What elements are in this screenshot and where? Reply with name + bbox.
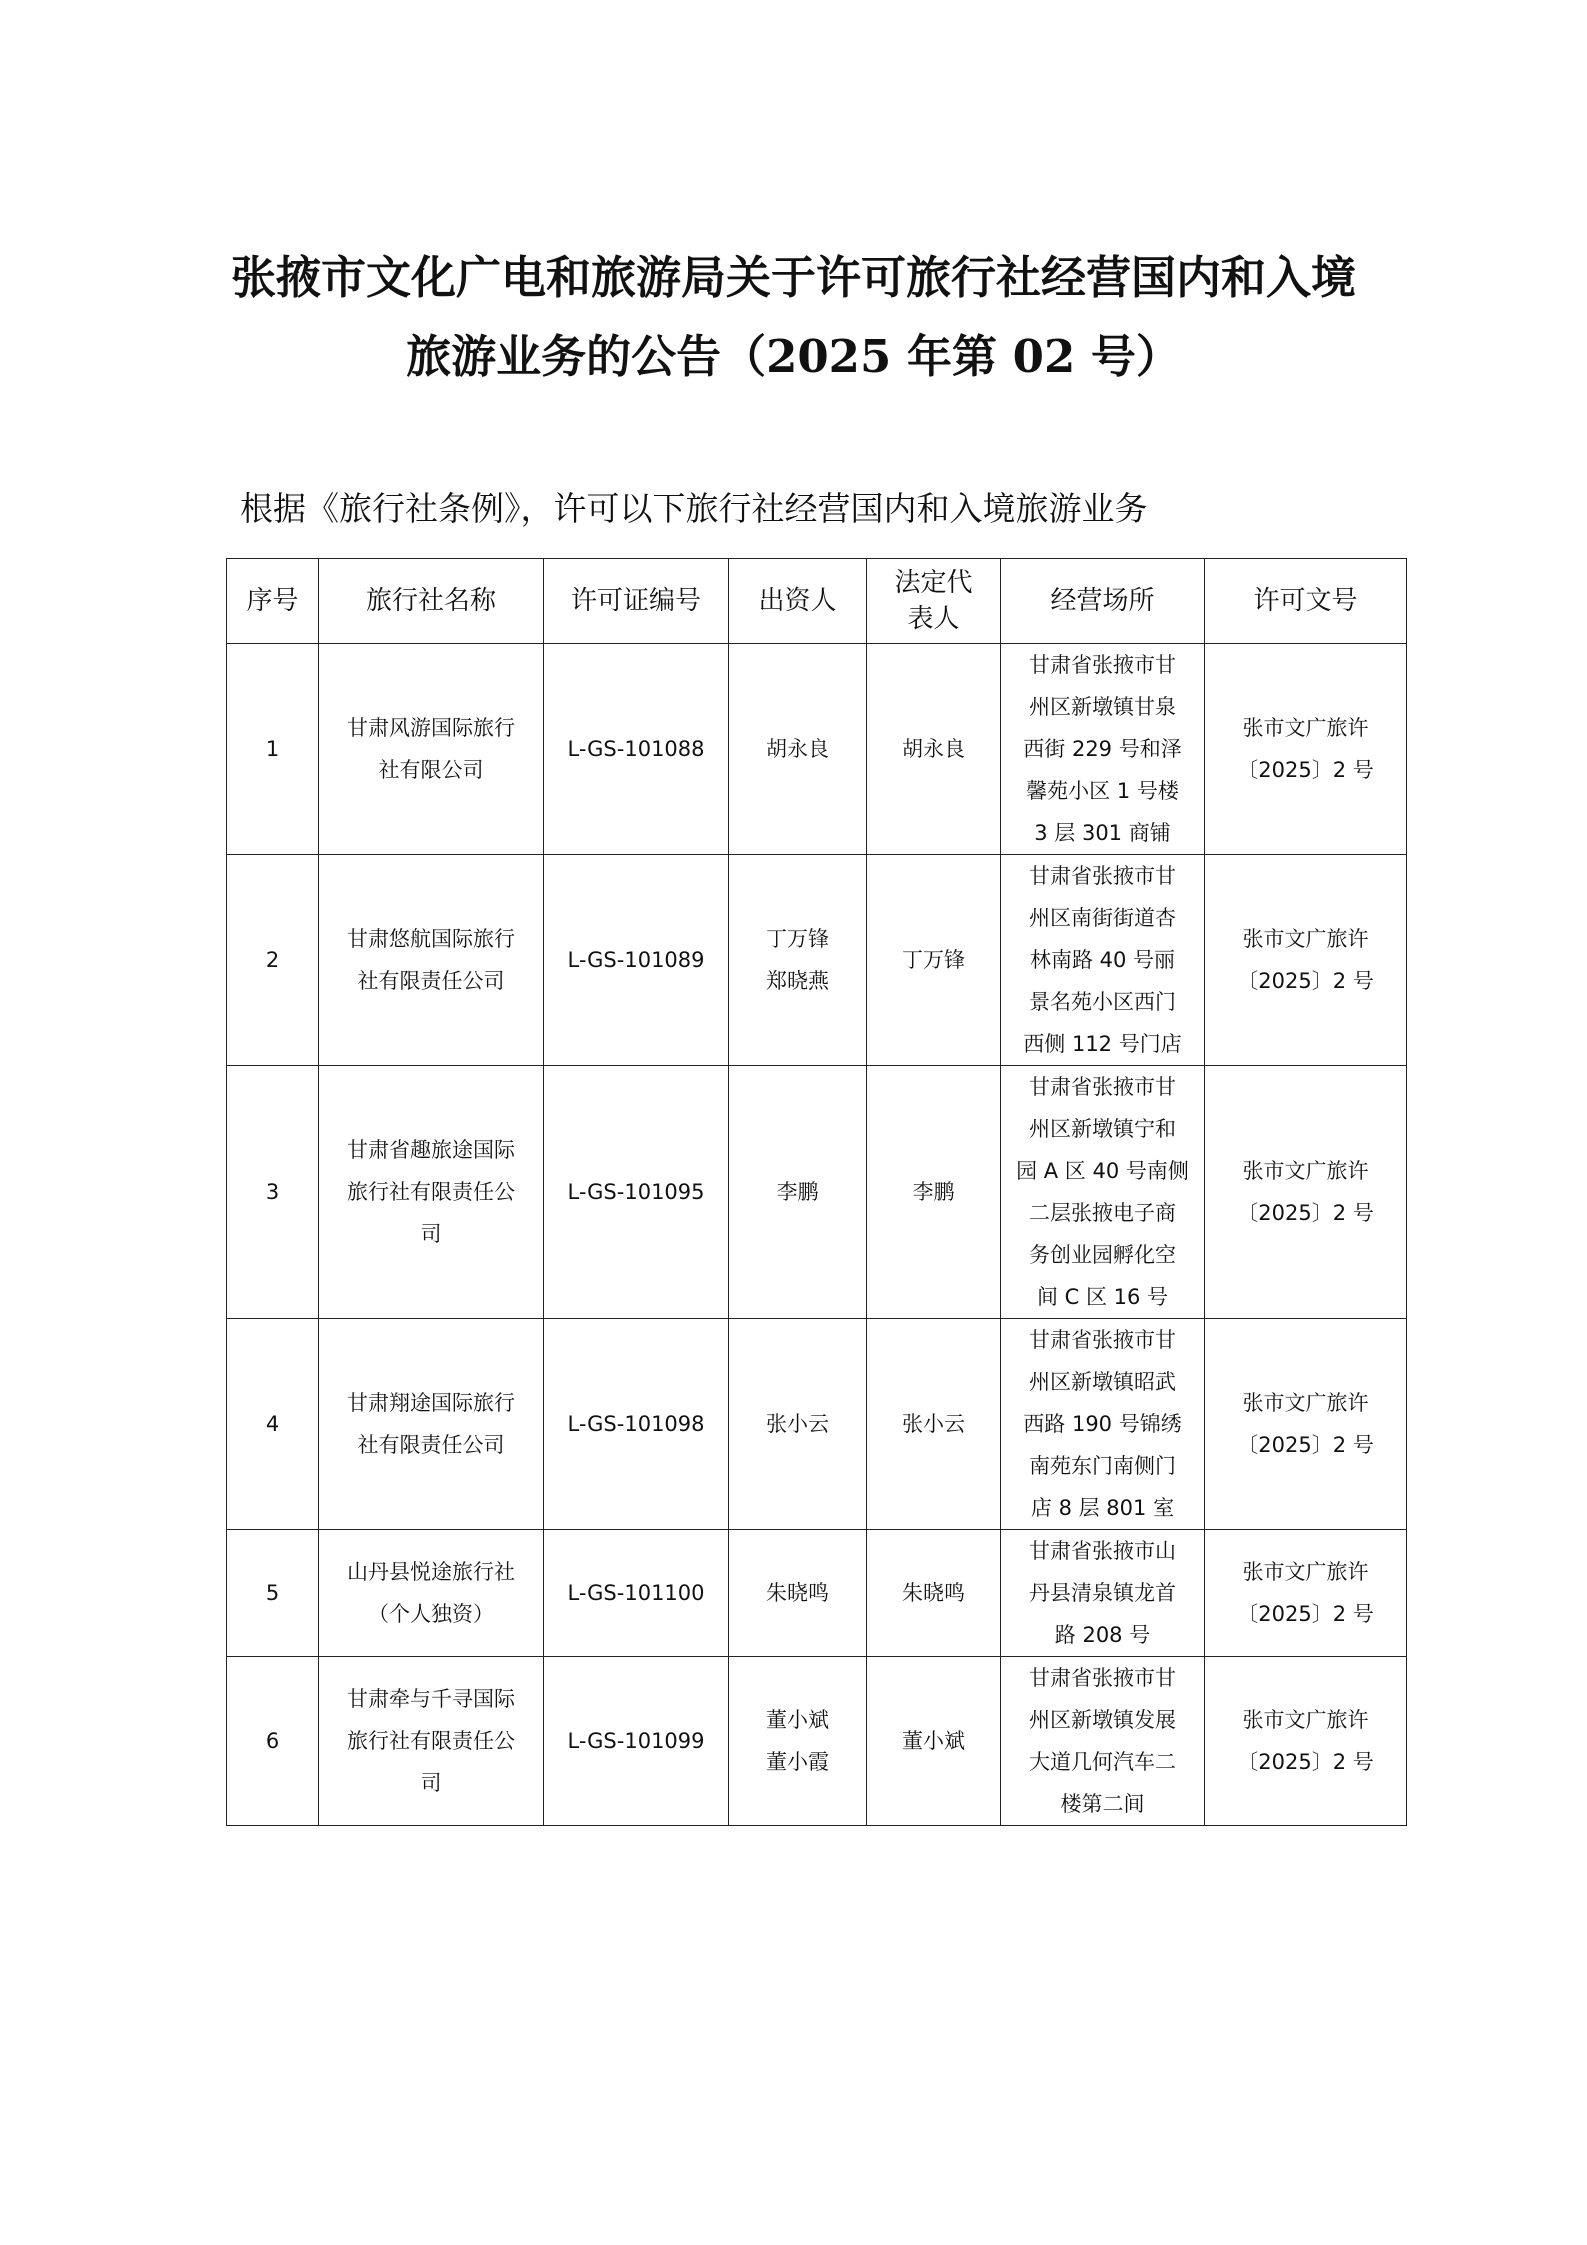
cell-agency-name: 甘肃翔途国际旅行 社有限责任公司 [319,1319,544,1530]
cell-business-address: 甘肃省张掖市甘 州区新墩镇昭武 西路 190 号锦绣 南苑东门南侧门 店 8 层 801 室 [1001,1319,1205,1530]
cell-license-number: L-GS-101089 [544,855,729,1066]
cell-investor: 董小斌 董小霞 [729,1657,867,1826]
table-row [227,855,1407,1066]
cell-permit-number: 张市文广旅许 〔2025〕2 号 [1205,1657,1407,1826]
header-agency-name: 旅行社名称 [319,559,544,644]
table-row [227,1530,1407,1657]
cell-no: 2 [227,855,319,1066]
cell-permit-number: 张市文广旅许 〔2025〕2 号 [1205,1319,1407,1530]
table-row [227,644,1407,855]
cell-agency-name: 甘肃省趣旅途国际 旅行社有限责任公 司 [319,1066,544,1319]
cell-no: 4 [227,1319,319,1530]
cell-investor: 张小云 [729,1319,867,1530]
cell-legal-representative: 董小斌 [867,1657,1001,1826]
cell-no: 5 [227,1530,319,1657]
permit-table [226,558,1407,1826]
table-row [227,1066,1407,1319]
cell-license-number: L-GS-101100 [544,1530,729,1657]
cell-license-number: L-GS-101088 [544,644,729,855]
cell-business-address: 甘肃省张掖市甘 州区新墩镇甘泉 西街 229 号和泽 馨苑小区 1 号楼 3 层 301 商铺 [1001,644,1205,855]
cell-legal-representative: 丁万锋 [867,855,1001,1066]
cell-no: 6 [227,1657,319,1826]
cell-investor: 朱晓鸣 [729,1530,867,1657]
header-license-number: 许可证编号 [544,559,729,644]
cell-legal-representative: 胡永良 [867,644,1001,855]
cell-business-address: 甘肃省张掖市山 丹县清泉镇龙首 路 208 号 [1001,1530,1205,1657]
cell-permit-number: 张市文广旅许 〔2025〕2 号 [1205,644,1407,855]
header-investor: 出资人 [729,559,867,644]
header-legal-representative: 法定代 表人 [867,559,1001,644]
header-no: 序号 [227,559,319,644]
table-row [227,1657,1407,1826]
intro-paragraph: 根据《旅行社条例》，许可以下旅行社经营国内和入境旅游业务 [240,489,1148,528]
cell-business-address: 甘肃省张掖市甘 州区南街街道杏 林南路 40 号丽 景名苑小区西门 西侧 112 号门店 [1001,855,1205,1066]
document-title-line-1: 张掖市文化广电和旅游局关于许可旅行社经营国内和入境 [230,251,1356,304]
cell-permit-number: 张市文广旅许 〔2025〕2 号 [1205,855,1407,1066]
table-row [227,1319,1407,1530]
cell-license-number: L-GS-101095 [544,1066,729,1319]
cell-agency-name: 甘肃牵与千寻国际 旅行社有限责任公 司 [319,1657,544,1826]
cell-legal-representative: 李鹏 [867,1066,1001,1319]
cell-no: 1 [227,644,319,855]
cell-business-address: 甘肃省张掖市甘 州区新墩镇宁和 园 A 区 40 号南侧 二层张掖电子商 务创业园孵化空 间 C 区 16 号 [1001,1066,1205,1319]
cell-no: 3 [227,1066,319,1319]
cell-agency-name: 甘肃风游国际旅行 社有限公司 [319,644,544,855]
cell-legal-representative: 张小云 [867,1319,1001,1530]
cell-investor: 丁万锋 郑晓燕 [729,855,867,1066]
cell-agency-name: 山丹县悦途旅行社 （个人独资） [319,1530,544,1657]
header-business-address: 经营场所 [1001,559,1205,644]
header-permit-number: 许可文号 [1205,559,1407,644]
cell-permit-number: 张市文广旅许 〔2025〕2 号 [1205,1066,1407,1319]
cell-agency-name: 甘肃悠航国际旅行 社有限责任公司 [319,855,544,1066]
cell-permit-number: 张市文广旅许 〔2025〕2 号 [1205,1530,1407,1657]
cell-license-number: L-GS-101099 [544,1657,729,1826]
cell-legal-representative: 朱晓鸣 [867,1530,1001,1657]
document-title-line-2: 旅游业务的公告（2025 年第 02 号） [406,330,1181,383]
cell-business-address: 甘肃省张掖市甘 州区新墩镇发展 大道几何汽车二 楼第二间 [1001,1657,1205,1826]
cell-license-number: L-GS-101098 [544,1319,729,1530]
cell-investor: 胡永良 [729,644,867,855]
table-header-row [227,559,1407,644]
cell-investor: 李鹏 [729,1066,867,1319]
